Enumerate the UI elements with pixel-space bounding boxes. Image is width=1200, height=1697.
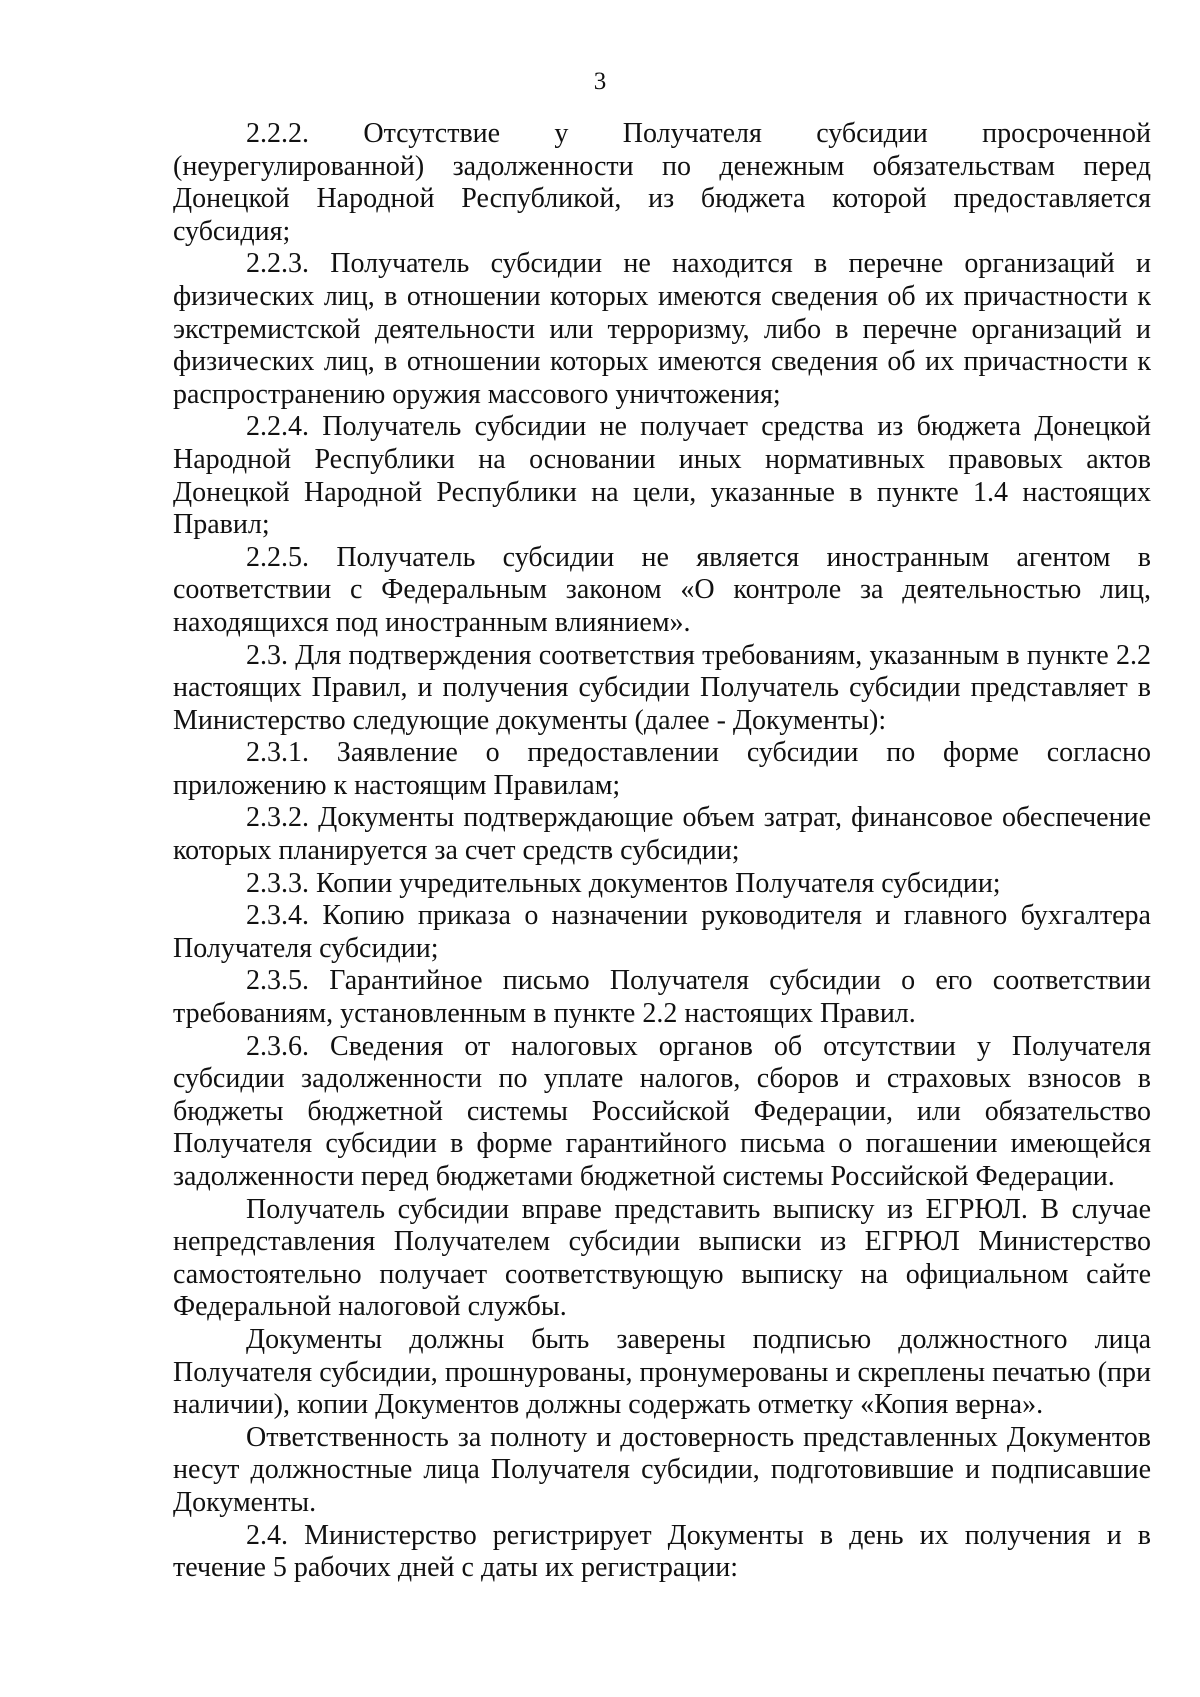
paragraph-2-2-5: 2.2.5. Получатель субсидии не является иностранным агентом в соответствии с Федеральным законом «О контроле за деятельностью лиц, находящихся под иностранным влиянием». bbox=[173, 541, 1151, 638]
document-body bbox=[173, 118, 1151, 1585]
paragraph-2-3-4: 2.3.4. Копию приказа о назначении руководителя и главного бухгалтера Получателя субсидии; bbox=[173, 900, 1151, 964]
paragraph-2-3-6: 2.3.6. Сведения от налоговых органов об отсутствии у Получателя субсидии задолженности по уплате налогов, сборов и страховых взносов в бюджеты бюджетной системы Российской Федерации, или обязательство Получателя субсидии в форме гарантийного письма о погашении имеющейся задолженности перед бюджетами бюджетной системы Российской Федерации. bbox=[173, 1030, 1151, 1192]
paragraph-2-3-2: 2.3.2. Документы подтверждающие объем затрат, финансовое обеспечение которых планируется за счет средств субсидии; bbox=[173, 802, 1151, 867]
page-number: 3 bbox=[593, 68, 607, 95]
paragraph-2-3-5: 2.3.5. Гарантийное письмо Получателя субсидии о его соответствии требованиям, установленным в пункте 2.2 настоящих Правил. bbox=[173, 965, 1151, 1030]
paragraph-2-2-2: 2.2.2. Отсутствие у Получателя субсидии просроченной (неурегулированной) задолженности по денежным обязательствам перед Донецкой Народной Республикой, из бюджета которой предоставляется субсидия; bbox=[173, 118, 1151, 247]
paragraph-2-3: 2.3. Для подтверждения соответствия требованиям, указанным в пункте 2.2 настоящих Правил, и получения субсидии Получатель субсидии представляет в Министерство следующие документы (далее - Документы): bbox=[173, 639, 1151, 736]
paragraph-2-2-3: 2.2.3. Получатель субсидии не находится в перечне организаций и физических лиц, в отношении которых имеются сведения об их причастности к экстремистской деятельности или терроризму, либо в перечне организаций и физических лиц, в отношении которых имеются сведения об их причастности к распространению оружия массового уничтожения; bbox=[173, 248, 1151, 410]
paragraph-2-4: 2.4. Министерство регистрирует Документы в день их получения и в течение 5 рабочих дней с даты их регистрации: bbox=[173, 1519, 1151, 1584]
paragraph-responsibility: Ответственность за полноту и достоверность представленных Документов несут должностные лица Получателя субсидии, подготовившие и подписавшие Документы. bbox=[173, 1421, 1151, 1518]
paragraph-2-2-4: 2.2.4. Получатель субсидии не получает средства из бюджета Донецкой Народной Республики на основании иных нормативных правовых актов Донецкой Народной Республики на цели, указанные в пункте 1.4 настоящих Правил; bbox=[173, 411, 1151, 541]
paragraph-2-3-1: 2.3.1. Заявление о предоставлении субсидии по форме согласно приложению к настоящим Правилам; bbox=[173, 737, 1151, 801]
paragraph-2-3-3: 2.3.3. Копии учредительных документов Получателя субсидии; bbox=[246, 867, 1001, 899]
paragraph-egrul-extract: Получатель субсидии вправе представить выписку из ЕГРЮЛ. В случае непредставления Получателем субсидии выписки из ЕГРЮЛ Министерство самостоятельно получает соответствующую выписку на официальном сайте Федеральной налоговой службы. bbox=[173, 1193, 1151, 1323]
paragraph-document-certification: Документы должны быть заверены подписью должностного лица Получателя субсидии, прошнурованы, пронумерованы и скреплены печатью (при наличии), копии Документов должны содержать отметку «Копия верна». bbox=[173, 1323, 1151, 1421]
